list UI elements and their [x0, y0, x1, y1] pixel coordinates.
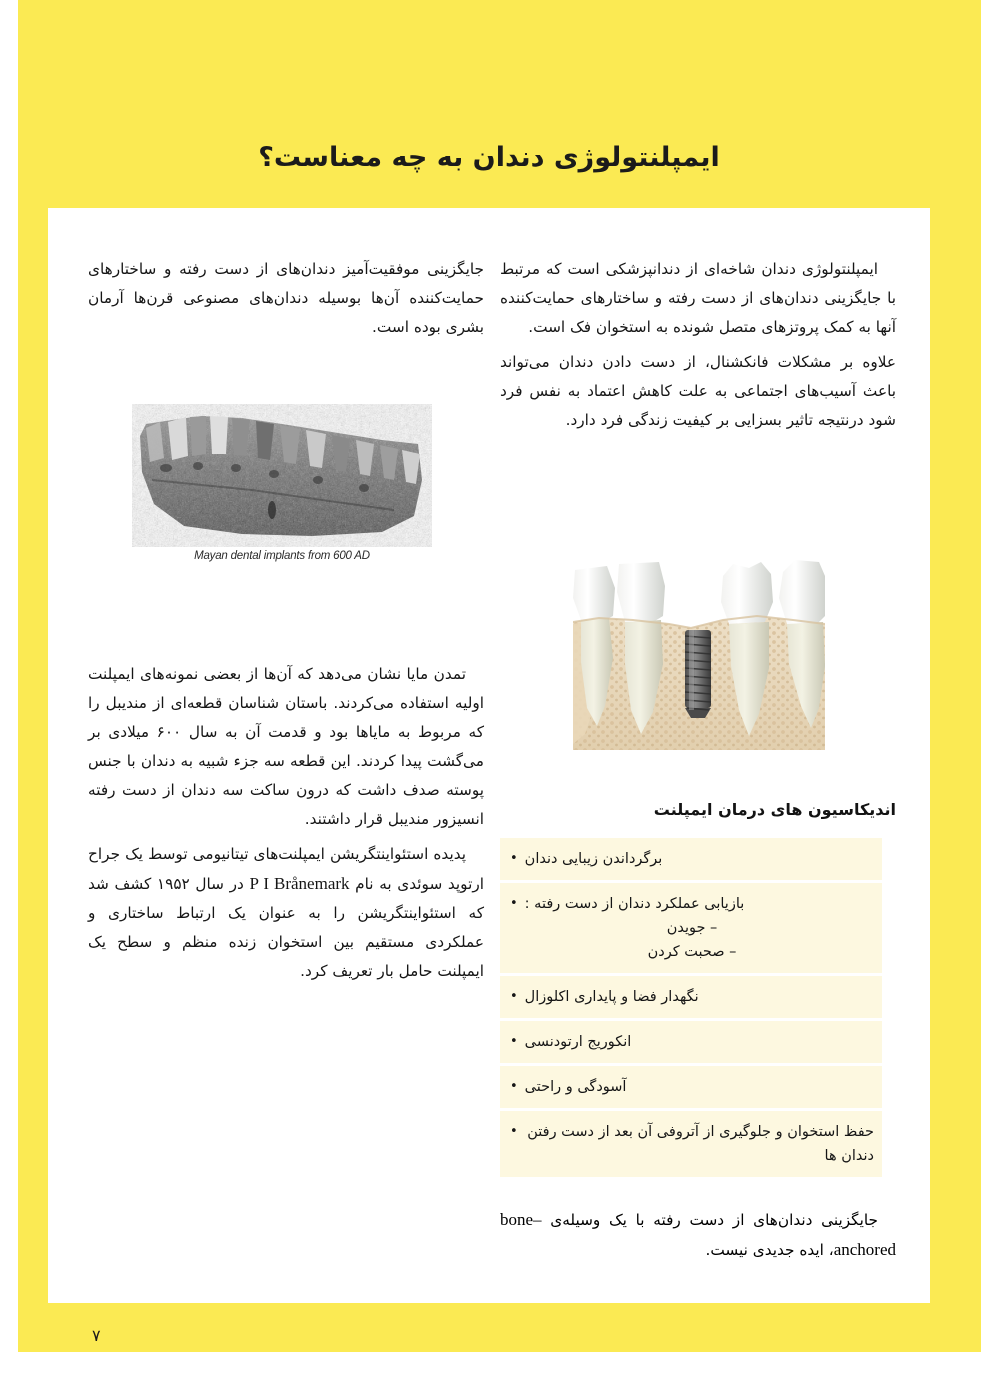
branemark-name: P I Brånemark — [249, 874, 350, 893]
bullet-icon: • — [510, 1034, 518, 1049]
list-item — [500, 838, 882, 880]
sub-list-item — [510, 940, 874, 964]
closing-part2: ، ایده جدیدی نیست. — [705, 1241, 834, 1259]
left-paragraph-3-part2: در سال ۱۹۵۲ کشف شد که استئواینتگریشن را به عنوان یک ارتباط ساختاری و عملکردی مستقیم بین استخوان زنده منظم و سطح یک ایمپلنت حامل بار تعریف کرد. — [88, 875, 484, 980]
bullet-icon: • — [510, 851, 518, 866]
bullet-icon: • — [510, 1079, 518, 1094]
page-title: ایمپلنتولوژی دندان به چه معناست؟ — [258, 142, 720, 173]
list-item — [500, 976, 882, 1018]
list-item — [500, 883, 882, 973]
left-paragraph-3-part1: پدیده استئواینتگریشن ایمپلنت‌های تیتانیومی توسط یک جراح ارتوپد سوئدی به نام — [88, 845, 484, 893]
left-text-column — [88, 255, 484, 992]
right-text-column — [500, 255, 896, 441]
indications-heading: اندیکاسیون های درمان ایمپلنت — [653, 800, 896, 819]
indications-list — [500, 838, 882, 1180]
dash-icon: – — [729, 944, 737, 960]
list-item-label: انکوریج ارتودنسی — [524, 1034, 632, 1050]
closing-paragraph-block — [500, 1205, 896, 1271]
closing-part1: جایگزینی دندان‌های از دست رفته با یک وسیله‌ی — [541, 1211, 878, 1229]
dash-icon: – — [710, 920, 718, 936]
list-item — [500, 1111, 882, 1177]
list-item — [500, 1066, 882, 1108]
mayan-mandible-photo — [132, 384, 432, 547]
right-paragraph-2: علاوه بر مشکلات فانکشنال، از دست دادن دندان می‌تواند باعث آسیب‌های اجتماعی به علت کاهش اعتماد به نفس فرد شود درنتیجه تاثیر بسزایی بر کیفیت زندگی فرد دارد. — [500, 353, 896, 429]
bullet-icon: • — [510, 989, 518, 1004]
sub-list-item-label: جویدن — [666, 920, 706, 936]
list-item-label: نگهدار فضا و پایداری اکلوزال — [524, 989, 699, 1005]
dental-implant-illustration — [573, 558, 825, 750]
bone-anchored-term: bone–anchored — [500, 1210, 896, 1259]
mayan-implant-figure — [132, 384, 432, 562]
list-item-label: بازیابی عملکرد دندان از دست رفته : — [524, 896, 745, 912]
sub-list-item — [510, 916, 874, 940]
left-paragraph-3 — [88, 840, 484, 986]
sub-list-item-label: صحبت کردن — [647, 944, 725, 960]
closing-paragraph — [500, 1205, 896, 1265]
left-paragraph-1: جایگزینی موفقیت‌آمیز دندان‌های از دست رفته و ساختارهای حمایت‌کننده آن‌ها بوسیله دندان‌های مصنوعی قرن‌ها آرمان بشری بوده است. — [88, 260, 484, 336]
bullet-icon: • — [510, 1124, 518, 1139]
list-item-label: برگرداندن زیبایی دندان — [524, 851, 663, 867]
right-paragraph-1: ایمپلنتولوژی دندان شاخه‌ای از دندانپزشکی است که مرتبط با جایگزینی دندان‌های از دست رفته و ساختارهای حمایت‌کننده آنها به کمک پروتزهای متصل شونده به استخوان فک است. — [500, 260, 896, 336]
left-paragraph-2: تمدن مایا نشان می‌دهد که آن‌ها از بعضی نمونه‌های ایمپلنت اولیه استفاده می‌کردند. باستان شناسان قطعه‌ای از مندیبل را که مربوط به مایاها بود و قدمت آن به سال ۶۰۰ میلادی بر می‌گشت پیدا کردند. این قطعه سه جزء شبیه به دندان با جنس پوسته صدف داشت که درون ساکت سه دندان از دست رفته انسیزور مندیبل قرار داشتند. — [88, 665, 484, 828]
list-item-label: حفظ استخوان و جلوگیری از آتروفی آن بعد از دست رفتن دندان ها — [527, 1124, 874, 1164]
mayan-figure-caption: Mayan dental implants from 600 AD — [194, 550, 370, 562]
list-item — [500, 1021, 882, 1063]
bullet-icon: • — [510, 896, 518, 911]
list-item-label: آسودگی و راحتی — [524, 1079, 627, 1095]
page-number: ۷ — [92, 1326, 101, 1345]
